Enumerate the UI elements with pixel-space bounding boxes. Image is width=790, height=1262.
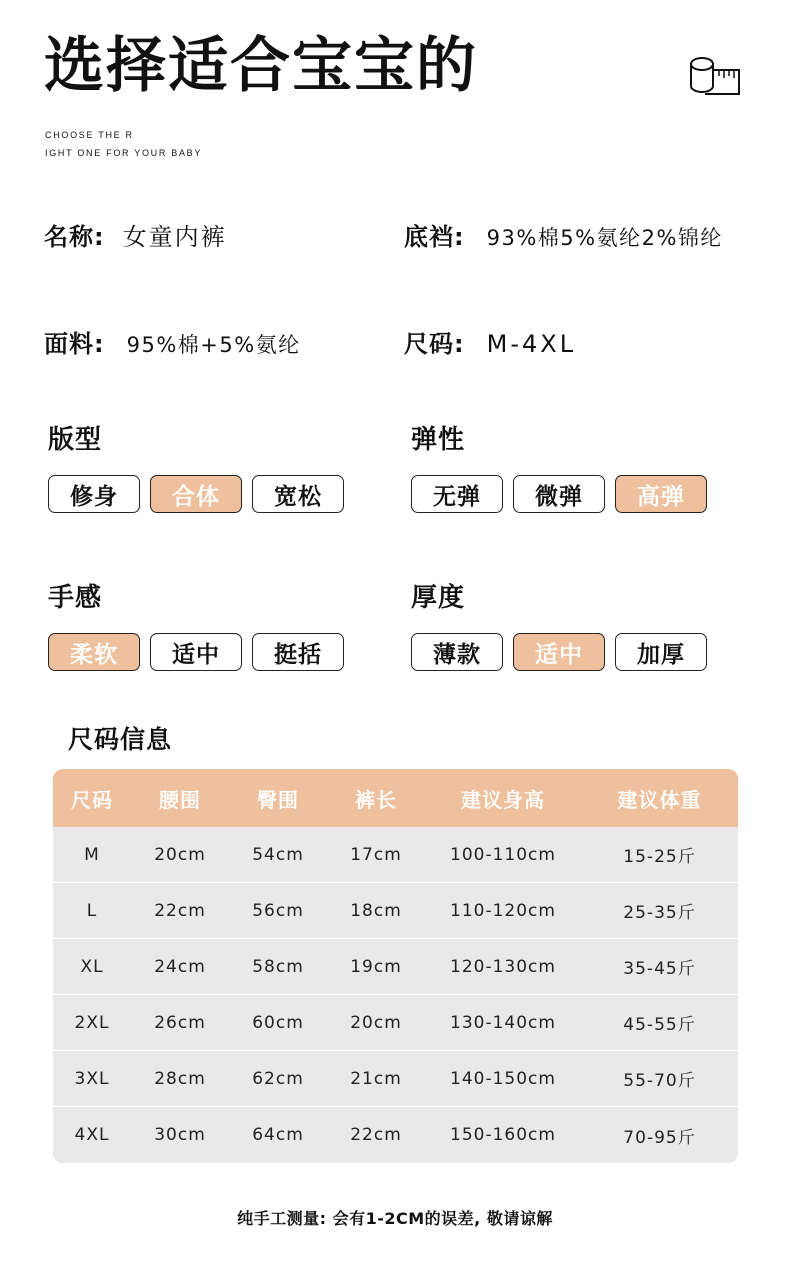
table-header-cell: 建议身高 [461, 787, 545, 812]
table-row [53, 1051, 738, 1107]
size-table [53, 769, 738, 1163]
table-cell: 20cm [350, 1012, 402, 1033]
spec-fabric-key: 面料: [44, 330, 105, 358]
spec-crotch [404, 225, 723, 249]
measuring-tape-icon [688, 54, 742, 100]
table-cell: 140-150cm [450, 1068, 556, 1089]
table-cell: 62cm [252, 1068, 304, 1089]
thickness-option-medium: 适中 [513, 633, 605, 671]
table-header-cell: 建议体重 [617, 787, 702, 812]
spec-crotch-key: 底裆: [404, 223, 465, 251]
elasticity-option-slight: 微弹 [513, 475, 605, 513]
table-row [53, 995, 738, 1051]
table-row [53, 827, 738, 883]
spec-name-value: 女童内裤 [122, 223, 227, 251]
table-row [53, 1107, 738, 1163]
feel-title: 手感 [48, 583, 103, 613]
spec-crotch-value: 93%棉5%氨纶2%锦纶 [486, 226, 723, 250]
table-cell: 60cm [252, 1012, 304, 1033]
table-cell: 100-110cm [450, 844, 556, 865]
table-cell: 30cm [154, 1125, 206, 1145]
table-cell: 2XL [74, 1012, 110, 1033]
elasticity-option-high: 高弹 [615, 475, 707, 513]
table-cell: 45-55斤 [623, 1015, 696, 1035]
subtitle-line-1: CHOOSE THE R [45, 130, 134, 140]
table-cell: 28cm [154, 1068, 206, 1089]
table-header-cell: 裤长 [355, 787, 397, 812]
fit-option-slim: 修身 [48, 475, 140, 513]
table-cell: L [86, 900, 98, 921]
feel-options [48, 633, 344, 671]
fit-option-regular: 合体 [150, 475, 242, 513]
table-cell: 110-120cm [450, 900, 556, 921]
table-cell: 3XL [74, 1068, 110, 1089]
table-header-cell: 臀围 [257, 787, 299, 812]
table-cell: 120-130cm [450, 956, 556, 977]
fit-option-loose: 宽松 [252, 475, 344, 513]
fit-title: 版型 [48, 425, 103, 455]
table-header-cell: 腰围 [159, 787, 201, 812]
table-cell: 4XL [74, 1125, 110, 1145]
table-cell: M [84, 844, 100, 865]
page-subtitle [45, 126, 202, 162]
table-cell: 150-160cm [450, 1125, 556, 1145]
table-header-cell: 尺码 [71, 787, 113, 812]
thickness-option-thick: 加厚 [615, 633, 707, 671]
table-cell: 17cm [350, 844, 402, 865]
fit-options [48, 475, 344, 513]
thickness-title: 厚度 [411, 583, 466, 613]
feel-option-crisp: 挺括 [252, 633, 344, 671]
table-cell: 70-95斤 [623, 1127, 696, 1148]
elasticity-option-none: 无弹 [411, 475, 503, 513]
feel-option-medium: 适中 [150, 633, 242, 671]
spec-name-key: 名称: [44, 223, 105, 251]
table-cell: 21cm [350, 1068, 402, 1089]
table-cell: 18cm [350, 900, 402, 921]
spec-size-key: 尺码: [404, 330, 465, 358]
table-cell: 54cm [252, 844, 304, 865]
elasticity-options [411, 475, 707, 513]
spec-size [404, 332, 576, 356]
table-cell: 26cm [154, 1012, 206, 1033]
page-title: 选择适合宝宝的 [44, 31, 478, 101]
spec-fabric [44, 332, 301, 356]
spec-fabric-value: 95%棉+5%氨纶 [126, 333, 301, 357]
subtitle-line-2: IGHT ONE FOR YOUR BABY [45, 148, 203, 158]
table-row [53, 883, 738, 939]
spec-name [44, 225, 227, 249]
table-cell: 35-45斤 [623, 959, 696, 979]
table-cell: 24cm [154, 956, 206, 977]
table-cell: XL [80, 956, 104, 977]
table-cell: 55-70斤 [623, 1071, 696, 1091]
table-cell: 64cm [252, 1125, 304, 1145]
table-cell: 58cm [252, 956, 304, 977]
table-row [53, 939, 738, 995]
table-cell: 15-25斤 [623, 847, 696, 867]
elasticity-title: 弹性 [411, 425, 466, 455]
table-cell: 22cm [350, 1125, 402, 1145]
size-table-title: 尺码信息 [68, 725, 173, 754]
feel-option-soft: 柔软 [48, 633, 140, 671]
measurement-note: 纯手工测量: 会有1-2CM的误差, 敬请谅解 [237, 1209, 553, 1228]
spec-size-value: M-4XL [486, 330, 577, 358]
table-cell: 25-35斤 [623, 903, 696, 923]
table-header-row [53, 769, 738, 827]
table-cell: 22cm [154, 900, 206, 921]
table-cell: 56cm [252, 900, 304, 921]
table-cell: 19cm [350, 956, 402, 977]
thickness-option-thin: 薄款 [411, 633, 503, 671]
thickness-options [411, 633, 707, 671]
table-cell: 20cm [154, 844, 206, 865]
table-cell: 130-140cm [450, 1012, 556, 1033]
